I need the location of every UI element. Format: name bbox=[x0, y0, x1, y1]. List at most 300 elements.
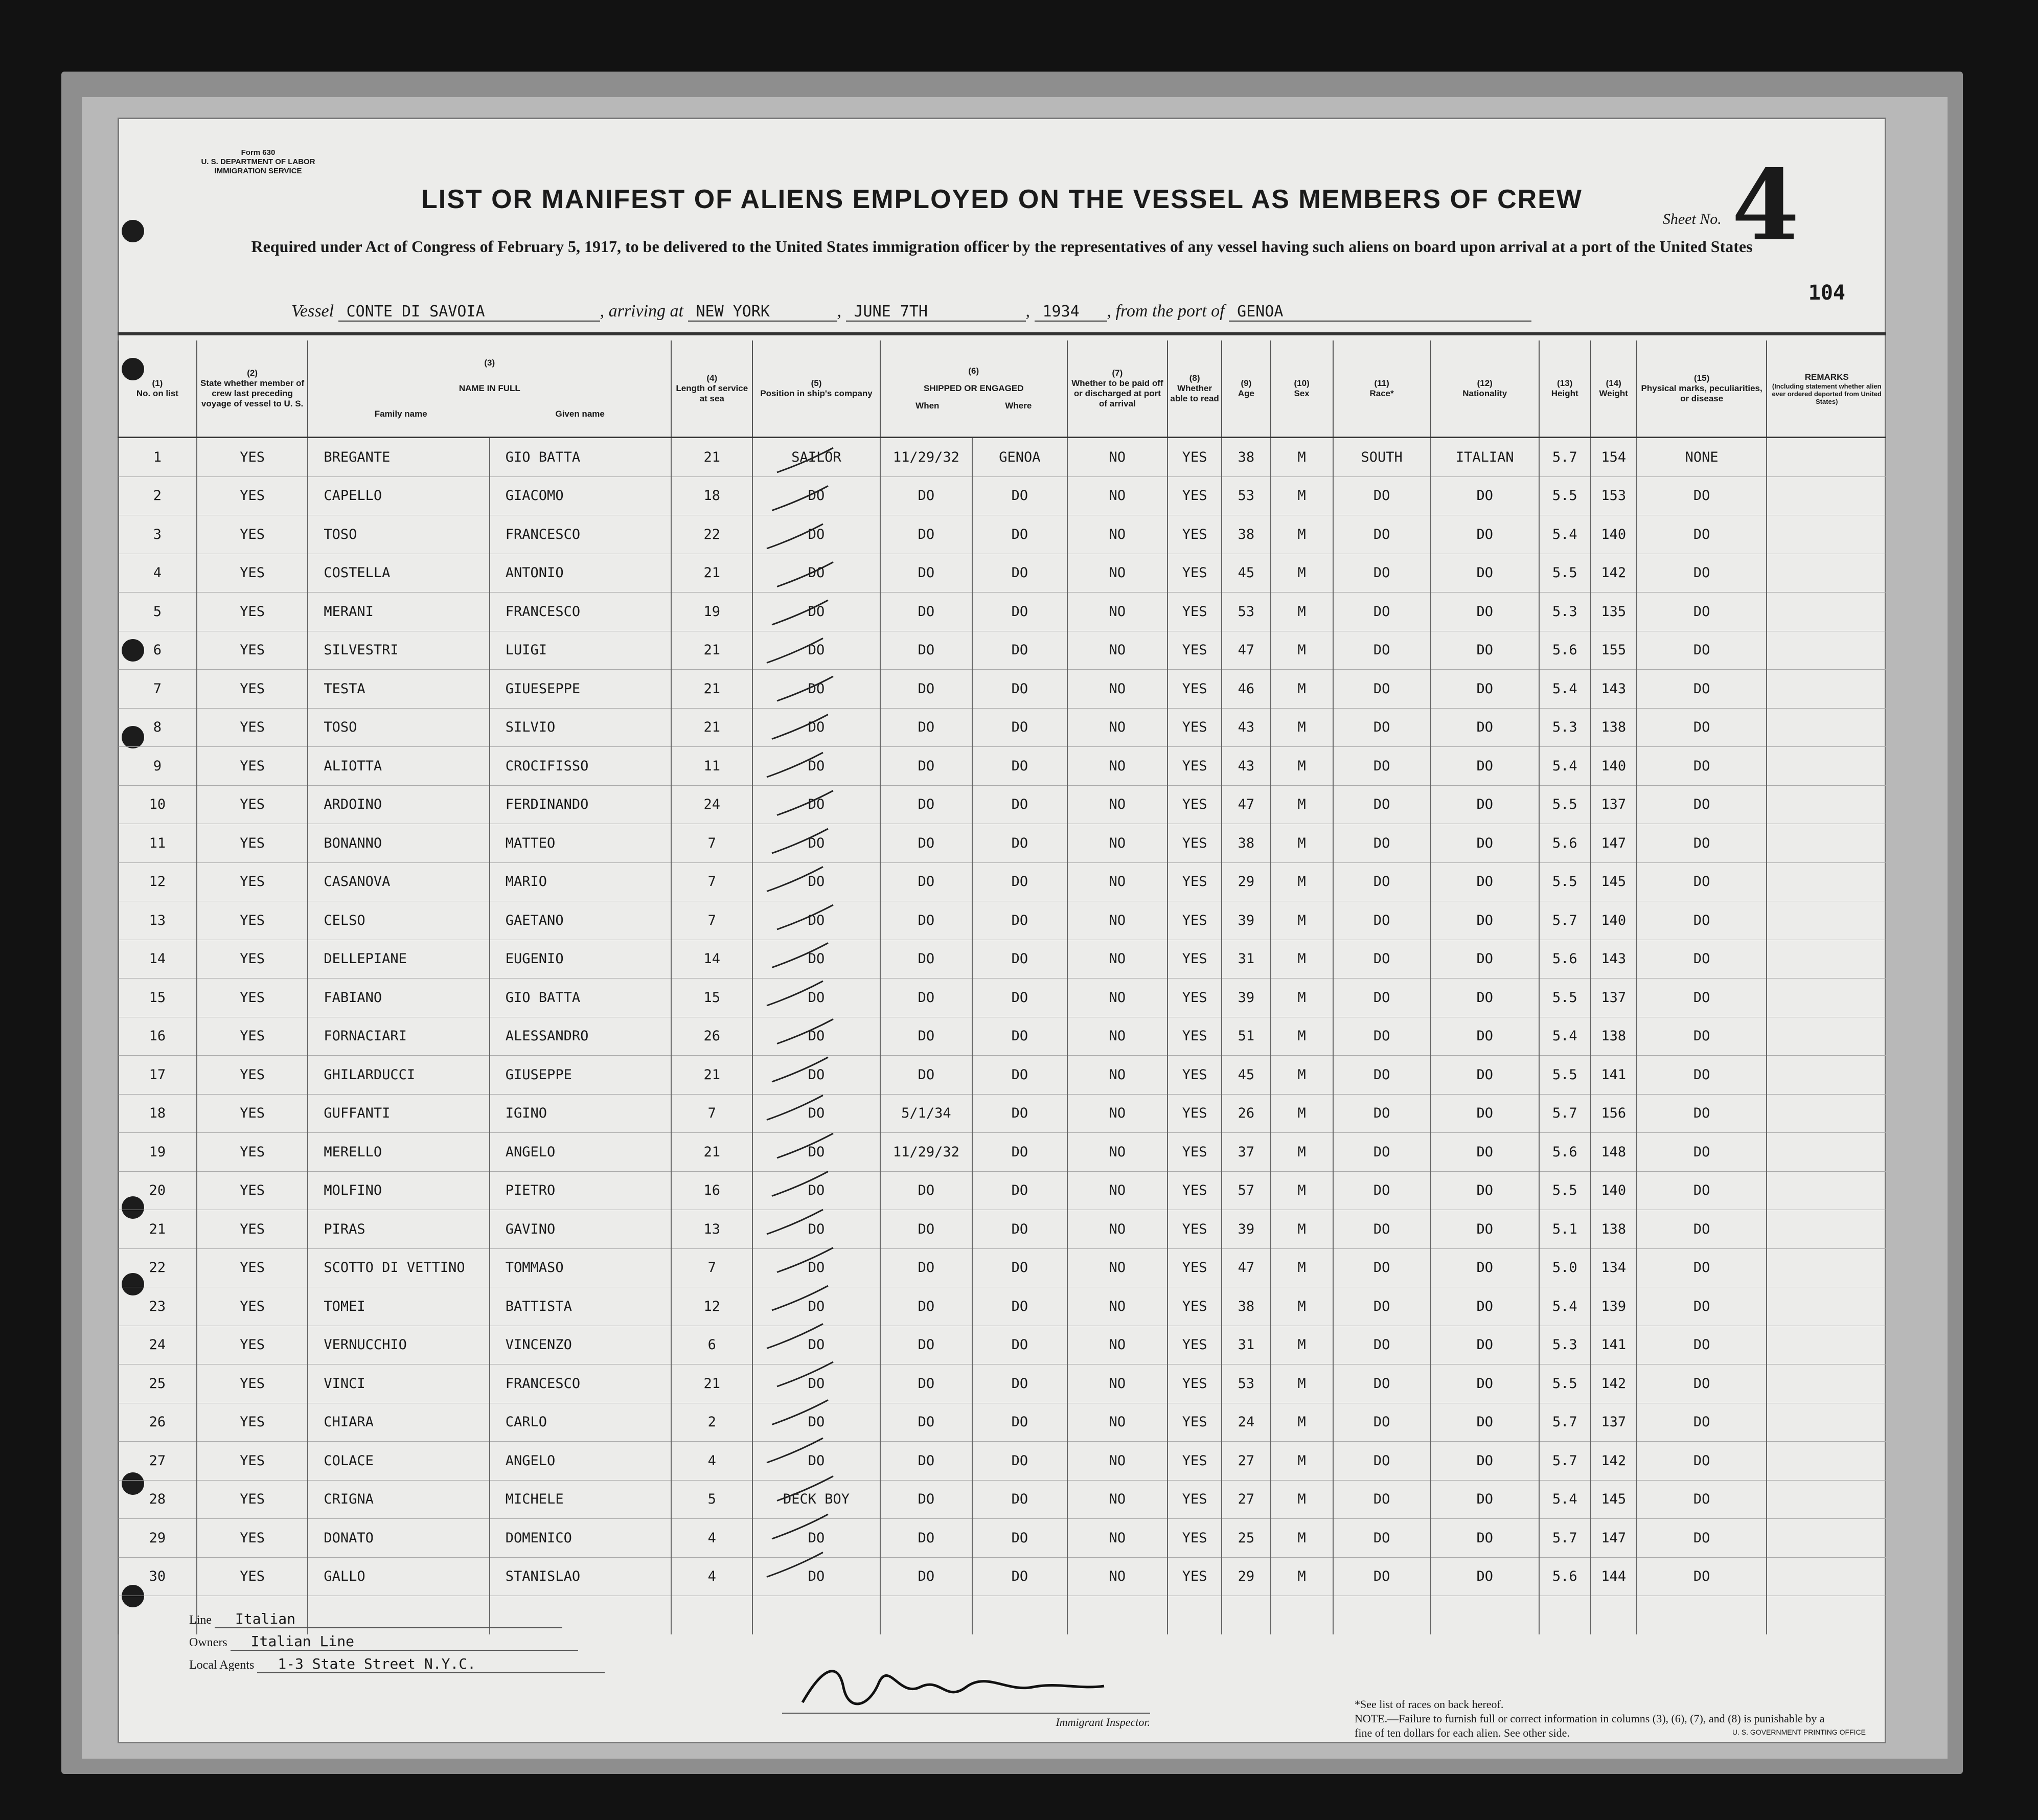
row-number-cell: 8 bbox=[118, 708, 197, 747]
physical-marks-cell: DO bbox=[1637, 862, 1767, 901]
physical-marks-cell: DO bbox=[1637, 554, 1767, 593]
prior-voyage-cell: YES bbox=[197, 1364, 308, 1403]
row-number-cell: 7 bbox=[118, 670, 197, 709]
col-prior-voyage-label: State whether member of crew last preceding voyage of vessel to U. S. bbox=[200, 378, 305, 408]
weight-cell: 134 bbox=[1591, 1248, 1637, 1287]
shipped-where-cell: DO bbox=[972, 1519, 1067, 1558]
length-service-cell: 21 bbox=[671, 438, 752, 477]
nationality-cell: DO bbox=[1431, 1287, 1539, 1326]
given-name-cell: ANGELO bbox=[490, 1442, 671, 1481]
check-mark bbox=[777, 562, 833, 587]
weight-cell: 154 bbox=[1591, 438, 1637, 477]
sex-cell: M bbox=[1271, 554, 1333, 593]
nationality-cell: DO bbox=[1431, 1094, 1539, 1133]
col-prior-voyage-num: (2) bbox=[247, 368, 258, 378]
prior-voyage-cell: YES bbox=[197, 1403, 308, 1442]
shipped-where-cell: DO bbox=[972, 554, 1067, 593]
arrival-year: 1934 bbox=[1035, 303, 1107, 322]
table-row bbox=[118, 1171, 1886, 1210]
table-row bbox=[118, 1480, 1886, 1519]
able-to-read-cell: YES bbox=[1167, 747, 1222, 786]
paid-off-cell: NO bbox=[1067, 1442, 1167, 1481]
table-row bbox=[118, 824, 1886, 863]
position-cell: DO bbox=[752, 824, 880, 863]
check-mark bbox=[767, 524, 823, 549]
sex-cell: M bbox=[1271, 438, 1333, 477]
position-cell: DO bbox=[752, 1017, 880, 1056]
position-cell: DO bbox=[752, 1519, 880, 1558]
race-cell: DO bbox=[1333, 1287, 1431, 1326]
table-row bbox=[118, 708, 1886, 747]
able-to-read-cell: YES bbox=[1167, 1210, 1222, 1249]
shipped-when-cell: DO bbox=[880, 708, 972, 747]
age-cell: 53 bbox=[1222, 476, 1270, 515]
table-row bbox=[118, 1094, 1886, 1133]
blank-cell bbox=[880, 1596, 972, 1634]
weight-cell: 142 bbox=[1591, 1364, 1637, 1403]
col-prior-voyage bbox=[197, 340, 308, 438]
able-to-read-cell: YES bbox=[1167, 940, 1222, 979]
physical-marks-cell: DO bbox=[1637, 1287, 1767, 1326]
weight-cell: 138 bbox=[1591, 1210, 1637, 1249]
nationality-cell: DO bbox=[1431, 1171, 1539, 1210]
col-name bbox=[308, 340, 671, 438]
shipped-when-cell: DO bbox=[880, 1480, 972, 1519]
weight-cell: 147 bbox=[1591, 824, 1637, 863]
nationality-cell: DO bbox=[1431, 1557, 1539, 1596]
check-mark bbox=[767, 639, 823, 663]
prior-voyage-cell: YES bbox=[197, 862, 308, 901]
shipped-where-cell: DO bbox=[972, 476, 1067, 515]
sex-cell: M bbox=[1271, 515, 1333, 554]
row-number-cell: 17 bbox=[118, 1056, 197, 1095]
height-cell: 5.5 bbox=[1539, 1056, 1591, 1095]
family-name-cell: SCOTTO DI VETTINO bbox=[308, 1248, 489, 1287]
weight-cell: 140 bbox=[1591, 1171, 1637, 1210]
given-name-cell: IGINO bbox=[490, 1094, 671, 1133]
sex-cell: M bbox=[1271, 1056, 1333, 1095]
check-mark bbox=[767, 1324, 823, 1349]
sex-cell: M bbox=[1271, 1171, 1333, 1210]
position-cell: DO bbox=[752, 1442, 880, 1481]
family-name-cell: CAPELLO bbox=[308, 476, 489, 515]
weight-cell: 145 bbox=[1591, 1480, 1637, 1519]
family-name-cell: VERNUCCHIO bbox=[308, 1326, 489, 1364]
race-cell: DO bbox=[1333, 901, 1431, 940]
table-header-row bbox=[118, 340, 1886, 438]
physical-marks-cell: DO bbox=[1637, 1094, 1767, 1133]
table-row bbox=[118, 1210, 1886, 1249]
row-number-cell: 30 bbox=[118, 1557, 197, 1596]
remarks-cell bbox=[1767, 1519, 1886, 1558]
height-cell: 5.7 bbox=[1539, 1094, 1591, 1133]
department: U. S. DEPARTMENT OF LABOR bbox=[201, 157, 315, 166]
prior-voyage-cell: YES bbox=[197, 476, 308, 515]
races-note: *See list of races on back hereof. bbox=[1355, 1698, 1504, 1711]
blank-cell bbox=[1767, 1596, 1886, 1634]
position-cell: DO bbox=[752, 940, 880, 979]
weight-cell: 156 bbox=[1591, 1094, 1637, 1133]
age-cell: 47 bbox=[1222, 785, 1270, 824]
shipped-when-cell: DO bbox=[880, 901, 972, 940]
age-cell: 29 bbox=[1222, 1557, 1270, 1596]
length-service-cell: 4 bbox=[671, 1519, 752, 1558]
position-cell: DO bbox=[752, 1287, 880, 1326]
table-row bbox=[118, 515, 1886, 554]
shipped-where-cell: DO bbox=[972, 1210, 1067, 1249]
footer-line-row bbox=[189, 1610, 605, 1633]
nationality-cell: DO bbox=[1431, 593, 1539, 631]
prior-voyage-cell: YES bbox=[197, 747, 308, 786]
position-cell: DO bbox=[752, 785, 880, 824]
given-name-cell: PIETRO bbox=[490, 1171, 671, 1210]
given-name-cell: DOMENICO bbox=[490, 1519, 671, 1558]
race-cell: DO bbox=[1333, 1017, 1431, 1056]
row-number-cell: 21 bbox=[118, 1210, 197, 1249]
remarks-cell bbox=[1767, 1248, 1886, 1287]
family-name-cell: GUFFANTI bbox=[308, 1094, 489, 1133]
table-body bbox=[118, 438, 1886, 1634]
weight-cell: 153 bbox=[1591, 476, 1637, 515]
col-shipped-label: SHIPPED OR ENGAGED bbox=[923, 383, 1024, 393]
able-to-read-cell: YES bbox=[1167, 1557, 1222, 1596]
race-cell: DO bbox=[1333, 1210, 1431, 1249]
race-cell: DO bbox=[1333, 1133, 1431, 1172]
row-number-cell: 9 bbox=[118, 747, 197, 786]
age-cell: 25 bbox=[1222, 1519, 1270, 1558]
able-to-read-cell: YES bbox=[1167, 1133, 1222, 1172]
physical-marks-cell: DO bbox=[1637, 1133, 1767, 1172]
nationality-cell: DO bbox=[1431, 476, 1539, 515]
height-cell: 5.3 bbox=[1539, 593, 1591, 631]
shipped-when-cell: DO bbox=[880, 824, 972, 863]
nationality-cell: DO bbox=[1431, 901, 1539, 940]
able-to-read-cell: YES bbox=[1167, 476, 1222, 515]
table-row bbox=[118, 862, 1886, 901]
table-row bbox=[118, 1326, 1886, 1364]
weight-cell: 143 bbox=[1591, 670, 1637, 709]
row-number-cell: 19 bbox=[118, 1133, 197, 1172]
col-height-label: Height bbox=[1551, 389, 1578, 398]
nationality-cell: DO bbox=[1431, 1364, 1539, 1403]
blank-cell bbox=[1222, 1596, 1270, 1634]
table-row bbox=[118, 901, 1886, 940]
paid-off-cell: NO bbox=[1067, 1287, 1167, 1326]
remarks-cell bbox=[1767, 593, 1886, 631]
height-cell: 5.6 bbox=[1539, 1133, 1591, 1172]
row-number-cell: 13 bbox=[118, 901, 197, 940]
shipped-where-cell: DO bbox=[972, 1094, 1067, 1133]
able-to-read-cell: YES bbox=[1167, 1519, 1222, 1558]
col-weight bbox=[1591, 340, 1637, 438]
check-mark bbox=[767, 753, 823, 777]
check-mark bbox=[772, 600, 828, 625]
position-cell: DO bbox=[752, 1210, 880, 1249]
race-cell: DO bbox=[1333, 1519, 1431, 1558]
nationality-cell: DO bbox=[1431, 708, 1539, 747]
length-service-cell: 7 bbox=[671, 901, 752, 940]
position-cell: DO bbox=[752, 631, 880, 670]
col-remarks-label: REMARKS bbox=[1804, 372, 1849, 382]
table-row bbox=[118, 1248, 1886, 1287]
age-cell: 51 bbox=[1222, 1017, 1270, 1056]
race-cell: DO bbox=[1333, 862, 1431, 901]
paid-off-cell: NO bbox=[1067, 554, 1167, 593]
paid-off-cell: NO bbox=[1067, 1248, 1167, 1287]
height-cell: 5.1 bbox=[1539, 1210, 1591, 1249]
family-name-cell: MOLFINO bbox=[308, 1171, 489, 1210]
position-cell: DO bbox=[752, 1557, 880, 1596]
prior-voyage-cell: YES bbox=[197, 1210, 308, 1249]
weight-cell: 141 bbox=[1591, 1326, 1637, 1364]
table-row bbox=[118, 438, 1886, 477]
able-to-read-cell: YES bbox=[1167, 1403, 1222, 1442]
row-number-cell: 5 bbox=[118, 593, 197, 631]
height-cell: 5.5 bbox=[1539, 1171, 1591, 1210]
paid-off-cell: NO bbox=[1067, 1403, 1167, 1442]
col-paid-off-num: (7) bbox=[1112, 368, 1123, 378]
family-name-cell: CHIARA bbox=[308, 1403, 489, 1442]
sheet-number: 4 bbox=[1731, 148, 1799, 262]
able-to-read-cell: YES bbox=[1167, 593, 1222, 631]
blank-cell bbox=[1271, 1596, 1333, 1634]
col-nationality-num: (12) bbox=[1477, 378, 1493, 388]
owners-label: Owners bbox=[189, 1636, 227, 1649]
nationality-cell: DO bbox=[1431, 1210, 1539, 1249]
shipped-where-cell: DO bbox=[972, 1326, 1067, 1364]
given-name-cell: STANISLAO bbox=[490, 1557, 671, 1596]
length-service-cell: 21 bbox=[671, 1056, 752, 1095]
check-mark bbox=[777, 1019, 833, 1044]
check-mark bbox=[772, 1172, 828, 1196]
position-cell: DO bbox=[752, 593, 880, 631]
row-number-cell: 11 bbox=[118, 824, 197, 863]
weight-cell: 142 bbox=[1591, 554, 1637, 593]
prior-voyage-cell: YES bbox=[197, 901, 308, 940]
age-cell: 39 bbox=[1222, 901, 1270, 940]
age-cell: 38 bbox=[1222, 515, 1270, 554]
col-height bbox=[1539, 340, 1591, 438]
age-cell: 45 bbox=[1222, 1056, 1270, 1095]
able-to-read-cell: YES bbox=[1167, 1248, 1222, 1287]
remarks-cell bbox=[1767, 1442, 1886, 1481]
page-subtitle: Required under Act of Congress of February 5, 1917, to be delivered to the United States immigration officer by the representatives of any vessel having such aliens on board upon arrival at a port of the United States bbox=[251, 237, 1753, 256]
shipped-when-cell: DO bbox=[880, 979, 972, 1017]
shipped-when-cell: 11/29/32 bbox=[880, 1133, 972, 1172]
sex-cell: M bbox=[1271, 1248, 1333, 1287]
shipped-where-cell: DO bbox=[972, 901, 1067, 940]
family-name-cell: TOSO bbox=[308, 515, 489, 554]
weight-cell: 142 bbox=[1591, 1442, 1637, 1481]
prior-voyage-cell: YES bbox=[197, 785, 308, 824]
sex-cell: M bbox=[1271, 708, 1333, 747]
paid-off-cell: NO bbox=[1067, 1480, 1167, 1519]
col-where-label: Where bbox=[1005, 401, 1032, 411]
table-row bbox=[118, 785, 1886, 824]
nationality-cell: DO bbox=[1431, 824, 1539, 863]
position-cell: DO bbox=[752, 1171, 880, 1210]
family-name-cell: TESTA bbox=[308, 670, 489, 709]
race-cell: DO bbox=[1333, 670, 1431, 709]
table-row bbox=[118, 670, 1886, 709]
col-read-label: Whether able to read bbox=[1170, 383, 1219, 403]
arrival-date: JUNE 7TH bbox=[846, 303, 1026, 322]
given-name-cell: EUGENIO bbox=[490, 940, 671, 979]
check-mark bbox=[772, 829, 828, 853]
remarks-cell bbox=[1767, 1056, 1886, 1095]
given-name-cell: FRANCESCO bbox=[490, 593, 671, 631]
prior-voyage-cell: YES bbox=[197, 1442, 308, 1481]
col-no bbox=[118, 340, 197, 438]
form-id-block bbox=[189, 148, 327, 176]
check-mark bbox=[772, 1057, 828, 1082]
table-row bbox=[118, 1287, 1886, 1326]
inspector-label: Immigrant Inspector. bbox=[782, 1713, 1150, 1729]
col-read-num: (8) bbox=[1189, 373, 1200, 383]
family-name-cell: PIRAS bbox=[308, 1210, 489, 1249]
physical-marks-cell: DO bbox=[1637, 1442, 1767, 1481]
sheet-label: Sheet No. bbox=[1662, 211, 1722, 228]
paid-off-cell: NO bbox=[1067, 670, 1167, 709]
col-when-label: When bbox=[915, 401, 940, 411]
paid-off-cell: NO bbox=[1067, 1017, 1167, 1056]
footer-owners-row bbox=[189, 1633, 605, 1655]
table-row bbox=[118, 940, 1886, 979]
shipped-where-cell: DO bbox=[972, 708, 1067, 747]
shipped-where-cell: DO bbox=[972, 1171, 1067, 1210]
age-cell: 26 bbox=[1222, 1094, 1270, 1133]
family-name-cell: ALIOTTA bbox=[308, 747, 489, 786]
family-name-cell: DELLEPIANE bbox=[308, 940, 489, 979]
nationality-cell: DO bbox=[1431, 940, 1539, 979]
shipped-when-cell: DO bbox=[880, 476, 972, 515]
paid-off-cell: NO bbox=[1067, 631, 1167, 670]
paid-off-cell: NO bbox=[1067, 940, 1167, 979]
col-shipped-num: (6) bbox=[968, 366, 979, 376]
prior-voyage-cell: YES bbox=[197, 1519, 308, 1558]
height-cell: 5.4 bbox=[1539, 747, 1591, 786]
given-name-cell: FRANCESCO bbox=[490, 1364, 671, 1403]
position-cell: DO bbox=[752, 1133, 880, 1172]
shipped-when-cell: DO bbox=[880, 1056, 972, 1095]
row-number-cell: 25 bbox=[118, 1364, 197, 1403]
row-number-cell: 27 bbox=[118, 1442, 197, 1481]
check-mark bbox=[777, 1476, 833, 1501]
voyage-line: Vessel CONTE DI SAVOIA , arriving at NEW YORK , JUNE 7TH , 1934 , from the port of GENOA bbox=[291, 302, 1825, 322]
prior-voyage-cell: YES bbox=[197, 1056, 308, 1095]
prior-voyage-cell: YES bbox=[197, 438, 308, 477]
race-cell: DO bbox=[1333, 1094, 1431, 1133]
shipped-where-cell: DO bbox=[972, 1557, 1067, 1596]
age-cell: 57 bbox=[1222, 1171, 1270, 1210]
age-cell: 46 bbox=[1222, 670, 1270, 709]
able-to-read-cell: YES bbox=[1167, 785, 1222, 824]
check-mark bbox=[777, 1248, 833, 1272]
remarks-cell bbox=[1767, 901, 1886, 940]
sex-cell: M bbox=[1271, 1364, 1333, 1403]
age-cell: 45 bbox=[1222, 554, 1270, 593]
check-mark bbox=[772, 1400, 828, 1425]
blank-cell bbox=[1333, 1596, 1431, 1634]
length-service-cell: 15 bbox=[671, 979, 752, 1017]
height-cell: 5.4 bbox=[1539, 1480, 1591, 1519]
sex-cell: M bbox=[1271, 631, 1333, 670]
physical-marks-cell: DO bbox=[1637, 1519, 1767, 1558]
remarks-cell bbox=[1767, 1364, 1886, 1403]
sex-cell: M bbox=[1271, 862, 1333, 901]
col-read bbox=[1167, 340, 1222, 438]
given-name-cell: CROCIFISSO bbox=[490, 747, 671, 786]
shipped-where-cell: DO bbox=[972, 1364, 1067, 1403]
row-number-cell: 1 bbox=[118, 438, 197, 477]
sex-cell: M bbox=[1271, 670, 1333, 709]
shipped-when-cell: DO bbox=[880, 862, 972, 901]
col-length-service-label: Length of service at sea bbox=[676, 383, 748, 403]
physical-marks-cell: DO bbox=[1637, 593, 1767, 631]
race-cell: DO bbox=[1333, 1442, 1431, 1481]
race-cell: DO bbox=[1333, 747, 1431, 786]
row-number-cell: 4 bbox=[118, 554, 197, 593]
family-name-cell: ARDOINO bbox=[308, 785, 489, 824]
shipped-where-cell: DO bbox=[972, 1442, 1067, 1481]
age-cell: 39 bbox=[1222, 1210, 1270, 1249]
weight-cell: 147 bbox=[1591, 1519, 1637, 1558]
prior-voyage-cell: YES bbox=[197, 824, 308, 863]
sex-cell: M bbox=[1271, 824, 1333, 863]
check-mark bbox=[777, 905, 833, 929]
age-cell: 37 bbox=[1222, 1133, 1270, 1172]
length-service-cell: 24 bbox=[671, 785, 752, 824]
length-service-cell: 14 bbox=[671, 940, 752, 979]
weight-cell: 148 bbox=[1591, 1133, 1637, 1172]
blank-cell bbox=[1637, 1596, 1767, 1634]
remarks-cell bbox=[1767, 824, 1886, 863]
paid-off-cell: NO bbox=[1067, 1326, 1167, 1364]
position-cell: DO bbox=[752, 862, 880, 901]
shipped-when-cell: DO bbox=[880, 593, 972, 631]
check-mark bbox=[767, 1096, 823, 1120]
shipped-when-cell: DO bbox=[880, 1248, 972, 1287]
race-cell: DO bbox=[1333, 1248, 1431, 1287]
age-cell: 47 bbox=[1222, 631, 1270, 670]
agents-label: Local Agents bbox=[189, 1658, 255, 1672]
remarks-cell bbox=[1767, 631, 1886, 670]
check-mark bbox=[777, 1133, 833, 1158]
age-cell: 31 bbox=[1222, 1326, 1270, 1364]
blank-cell bbox=[1431, 1596, 1539, 1634]
penalty-note: NOTE.—Failure to furnish full or correct information in columns (3), (6), (7), and (8) is punishable by a fine of ten dollars for each alien. See other side. bbox=[1355, 1712, 1825, 1739]
nationality-cell: DO bbox=[1431, 1326, 1539, 1364]
length-service-cell: 7 bbox=[671, 862, 752, 901]
physical-marks-cell: DO bbox=[1637, 1480, 1767, 1519]
weight-cell: 155 bbox=[1591, 631, 1637, 670]
nationality-cell: DO bbox=[1431, 1056, 1539, 1095]
weight-cell: 139 bbox=[1591, 1287, 1637, 1326]
remarks-cell bbox=[1767, 708, 1886, 747]
paid-off-cell: NO bbox=[1067, 1557, 1167, 1596]
nationality-cell: DO bbox=[1431, 1017, 1539, 1056]
row-number-cell: 23 bbox=[118, 1287, 197, 1326]
race-cell: DO bbox=[1333, 785, 1431, 824]
row-number-cell: 12 bbox=[118, 862, 197, 901]
nationality-cell: DO bbox=[1431, 1442, 1539, 1481]
paid-off-cell: NO bbox=[1067, 1056, 1167, 1095]
length-service-cell: 21 bbox=[671, 631, 752, 670]
shipped-when-cell: DO bbox=[880, 1557, 972, 1596]
prior-voyage-cell: YES bbox=[197, 708, 308, 747]
paid-off-cell: NO bbox=[1067, 862, 1167, 901]
family-name-cell: DONATO bbox=[308, 1519, 489, 1558]
